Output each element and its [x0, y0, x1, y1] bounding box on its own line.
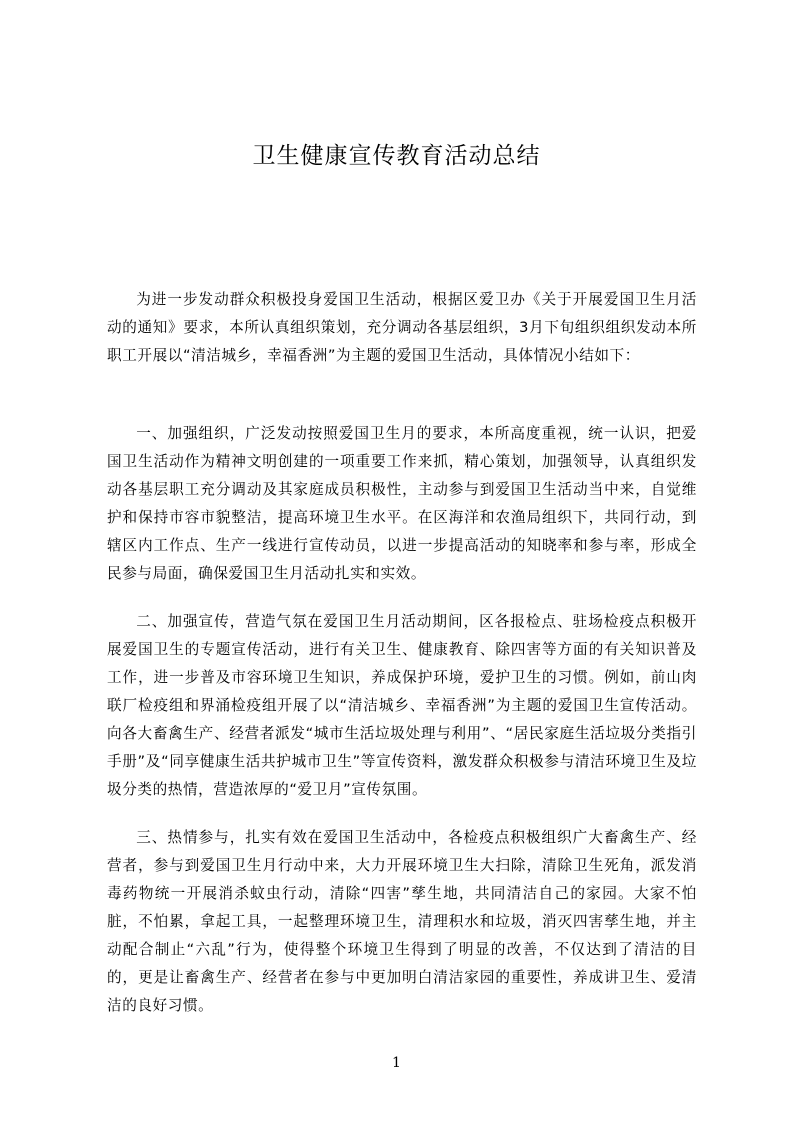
page-number: 1 — [392, 1055, 401, 1071]
paragraph-intro: 为进一步发动群众积极投身爱国卫生活动，根据区爱卫办《关于开展爱国卫生月活动的通知》要求，本所认真组织策划，充分调动各基层组织，3月下旬组织组织发动本所职工开展以“清洁城乡，幸福香洲”为主题的爱国卫生活动，具体情况小结如下： — [107, 291, 697, 364]
paragraph-publicity: 二、加强宣传，营造气氛在爱国卫生月活动期间，区各报检点、驻场检疫点积极开展爱国卫生的专题宣传活动，进行有关卫生、健康教育、除四害等方面的有关知识普及工作，进一步普及市容环境卫生知识，养成保护环境，爱护卫生的习惯。例如，前山肉联厂检疫组和界涌检疫组开展了以“清洁城乡、幸福香洲”为主题的爱国卫生宣传活动。向各大畜禽生产、经营者派发“城市生活垃圾处理与利用”、“居民家庭生活垃圾分类指引手册”及“同享健康生活共护城市卫生”等宣传资料，激发群众积极参与清洁环境卫生及垃圾分类的热情，营造浓厚的“爱卫月”宣传氛围。 — [107, 613, 697, 798]
paragraph-organization: 一、加强组织，广泛发动按照爱国卫生月的要求，本所高度重视，统一认识，把爱国卫生活动作为精神文明创建的一项重要工作来抓，精心策划，加强领导，认真组织发动各基层职工充分调动及其家庭成员积极性，主动参与到爱国卫生活动当中来，自觉维护和保持市容市貌整洁，提高环境卫生水平。在区海洋和农渔局组织下，共同行动，到辖区内工作点、生产一线进行宣传动员，以进一步提高活动的知晓率和参与率，形成全民参与局面，确保爱国卫生月活动扎实和实效。 — [107, 425, 697, 582]
paragraph-participation: 三、热情参与，扎实有效在爱国卫生活动中，各检疫点积极组织广大畜禽生产、经营者，参与到爱国卫生月行动中来，大力开展环境卫生大扫除，清除卫生死角，派发消毒药物统一开展消杀蚊虫行动，清除“四害”孳生地，共同清洁自己的家园。大家不怕脏，不怕累，拿起工具，一起整理环境卫生，清理积水和垃圾，消灭四害孳生地，并主动配合制止“六乱”行为，使得整个环境卫生得到了明显的改善，不仅达到了清洁的目的，更是让畜禽生产、经营者在参与中更加明白清洁家园的重要性，养成讲卫生、爱清洁的良好习惯。 — [107, 829, 697, 1014]
document-title: 卫生健康宣传教育活动总结 — [252, 143, 541, 169]
